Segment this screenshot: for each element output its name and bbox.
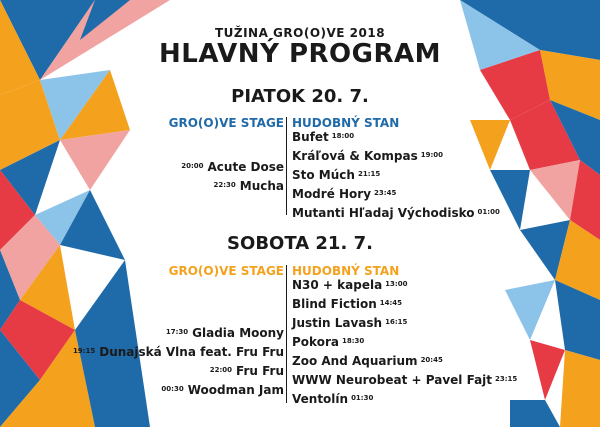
- set-time: 23:15: [495, 375, 518, 383]
- list-item: [181, 177, 284, 196]
- artist-name: N30 + kapela: [292, 278, 383, 292]
- list-item: [292, 390, 517, 409]
- list-item: [73, 343, 284, 362]
- artist-name: Modré Hory: [292, 187, 372, 201]
- set-time: 20:00: [181, 162, 204, 170]
- set-time: 22:00: [209, 366, 233, 374]
- artist-name: Fru Fru: [236, 364, 284, 378]
- set-time: 13:00: [385, 280, 408, 288]
- list-item: [292, 128, 500, 147]
- set-time: 01:30: [351, 394, 374, 402]
- artist-name: Pokora: [292, 335, 339, 349]
- set-time: 17:30: [165, 328, 189, 336]
- list-item: [292, 371, 517, 390]
- artist-name: Bufet: [292, 130, 329, 144]
- stage-divider: [286, 265, 287, 403]
- artist-name: Acute Dose: [207, 160, 284, 174]
- set-time: 16:15: [385, 318, 408, 326]
- list-item: [292, 314, 517, 333]
- list-item: [292, 276, 517, 295]
- set-time: 00:30: [161, 385, 184, 393]
- set-time: 20:45: [420, 356, 443, 364]
- list-item: [292, 204, 500, 223]
- set-time: 22:30: [213, 181, 236, 189]
- artist-name: Dunajská Vlna feat. Fru Fru: [99, 345, 284, 359]
- groove-lineup: [181, 158, 284, 196]
- artist-name: Zoo And Aquarium: [292, 354, 418, 368]
- list-item: [292, 147, 500, 166]
- artist-name: Gladia Moony: [192, 326, 284, 340]
- set-time: 18:00: [331, 132, 355, 140]
- set-time: 19:15: [72, 347, 96, 355]
- stage-divider: [286, 117, 287, 215]
- list-item: [292, 333, 517, 352]
- set-time: 18:30: [341, 337, 365, 345]
- list-item: [292, 185, 500, 204]
- festival-name: TUŽINA GRO(O)VE 2018: [214, 26, 386, 40]
- list-item: [292, 295, 517, 314]
- set-time: 14:45: [379, 299, 403, 307]
- tent-lineup: [292, 276, 517, 409]
- list-item: [292, 352, 517, 371]
- tent-stage-heading: HUDOBNÝ STAN: [292, 116, 400, 130]
- set-time: 01:00: [477, 208, 500, 216]
- page-title: HLAVNÝ PROGRAM: [159, 39, 441, 69]
- set-time: 23:45: [374, 189, 397, 197]
- list-item: [181, 158, 284, 177]
- artist-name: Justin Lavash: [292, 316, 383, 330]
- list-item: [73, 381, 284, 400]
- artist-name: Woodman Jam: [187, 383, 284, 397]
- groove-lineup: [73, 324, 284, 400]
- artist-name: WWW Neurobeat + Pavel Fajt: [292, 373, 493, 387]
- artist-name: Blind Fiction: [292, 297, 377, 311]
- day-heading-friday: PIATOK 20. 7.: [231, 86, 369, 107]
- set-time: 21:15: [357, 170, 381, 178]
- list-item: [73, 362, 284, 381]
- groove-stage-heading: GRO(O)VE STAGE: [168, 264, 284, 278]
- set-time: 19:00: [420, 151, 444, 159]
- groove-stage-heading: GRO(O)VE STAGE: [168, 116, 284, 130]
- artist-name: Ventolín: [292, 392, 349, 406]
- list-item: [292, 166, 500, 185]
- artist-name: Sto Múch: [292, 168, 355, 182]
- tent-lineup: [292, 128, 500, 223]
- tent-stage-heading: HUDOBNÝ STAN: [292, 264, 400, 278]
- artist-name: Mutanti Hľadaj Východisko: [292, 206, 475, 220]
- list-item: [73, 324, 284, 343]
- artist-name: Mucha: [239, 179, 284, 193]
- artist-name: Kráľová & Kompas: [292, 149, 418, 163]
- day-heading-saturday: SOBOTA 21. 7.: [227, 233, 373, 254]
